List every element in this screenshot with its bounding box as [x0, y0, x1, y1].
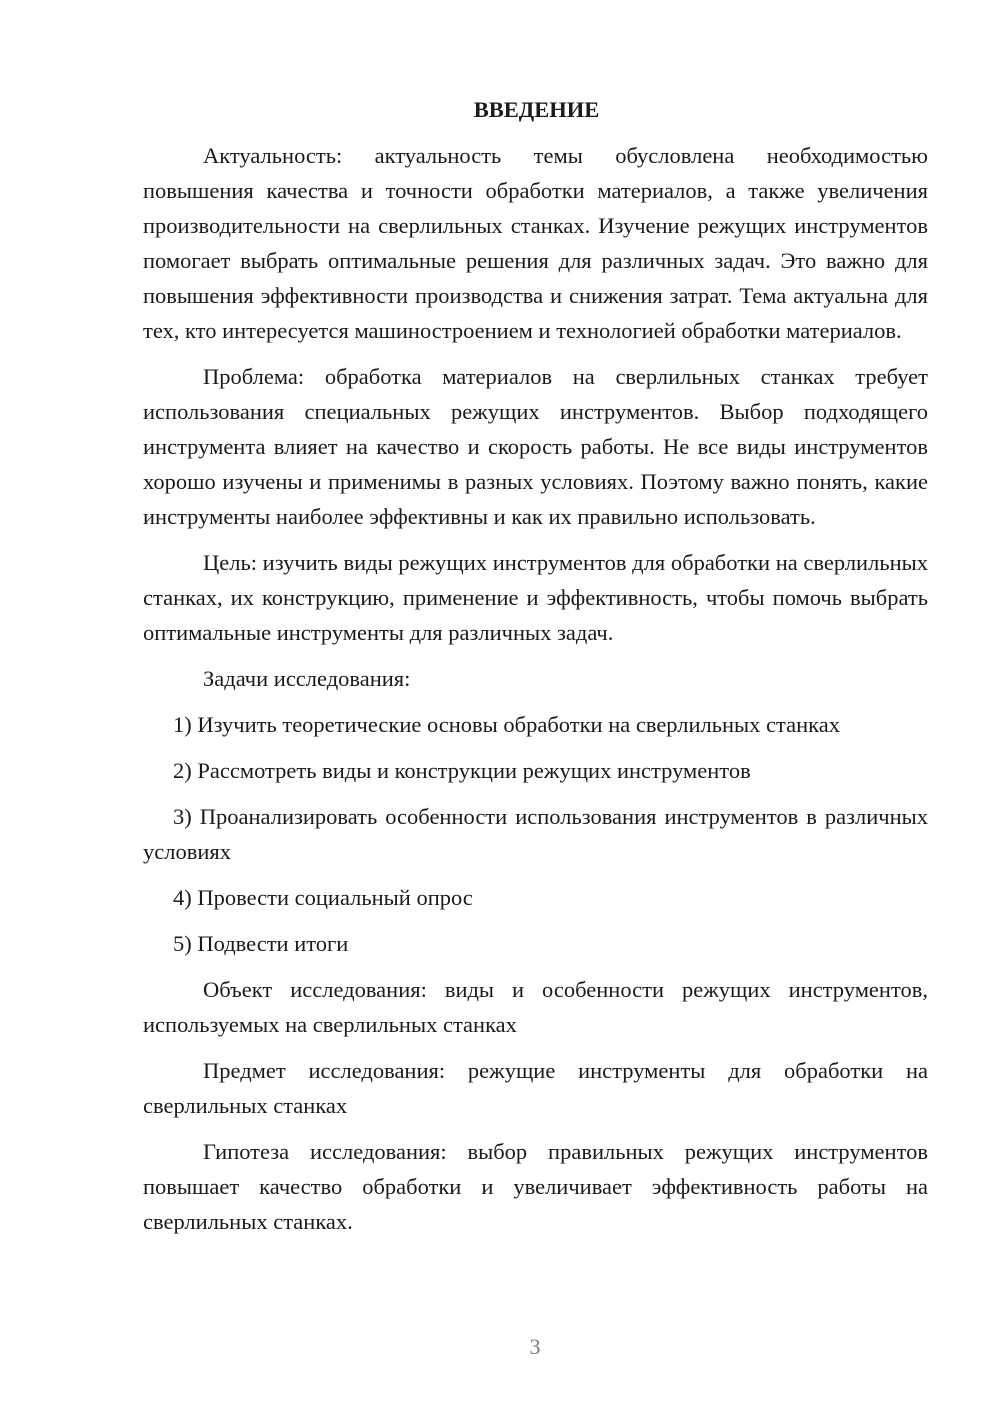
- hypothesis-paragraph: Гипотеза исследования: выбор правильных режущих инструментов повышает качество обработки и увеличивает эффективность работы на сверлильных станках.: [143, 1139, 928, 1234]
- goal-paragraph: Цель: изучить виды режущих инструментов для обработки на сверлильных станках, их конструкцию, применение и эффективность, чтобы помочь выбрать оптимальные инструменты для различных задач.: [143, 550, 928, 645]
- document-page: [143, 92, 928, 1250]
- problem-paragraph: Проблема: обработка материалов на сверлильных станках требует использования специальных режущих инструментов. Выбор подходящего инструмента влияет на качество и скорость работы. Не все виды инструментов хорошо изучены и применимы в разных условиях. Поэтому важно понять, какие инструменты наиболее эффективны и как их правильно использовать.: [143, 364, 928, 529]
- task-item: 3) Проанализировать особенности использования инструментов в различных условиях: [143, 804, 928, 864]
- task-item: 4) Провести социальный опрос: [173, 885, 473, 910]
- task-item: 1) Изучить теоретические основы обработки на сверлильных станках: [173, 712, 841, 737]
- section-heading: ВВЕДЕНИЕ: [473, 97, 600, 122]
- tasks-title: Задачи исследования:: [203, 666, 411, 691]
- subject-paragraph: Предмет исследования: режущие инструменты для обработки на сверлильных станках: [143, 1058, 928, 1118]
- relevance-paragraph: Актуальность: актуальность темы обусловлена необходимостью повышения качества и точности обработки материалов, а также увеличения производительности на сверлильных станках. Изучение режущих инструментов помогает выбрать оптимальные решения для различных задач. Это важно для повышения эффективности производства и снижения затрат. Тема актуальна для тех, кто интересуется машиностроением и технологией обработки материалов.: [143, 143, 928, 343]
- task-item: 2) Рассмотреть виды и конструкции режущих инструментов: [173, 758, 751, 783]
- task-item: 5) Подвести итоги: [173, 931, 349, 956]
- tasks-list: [143, 707, 928, 961]
- page-number: 3: [529, 1334, 541, 1359]
- object-paragraph: Объект исследования: виды и особенности режущих инструментов, используемых на сверлильных станках: [143, 977, 928, 1037]
